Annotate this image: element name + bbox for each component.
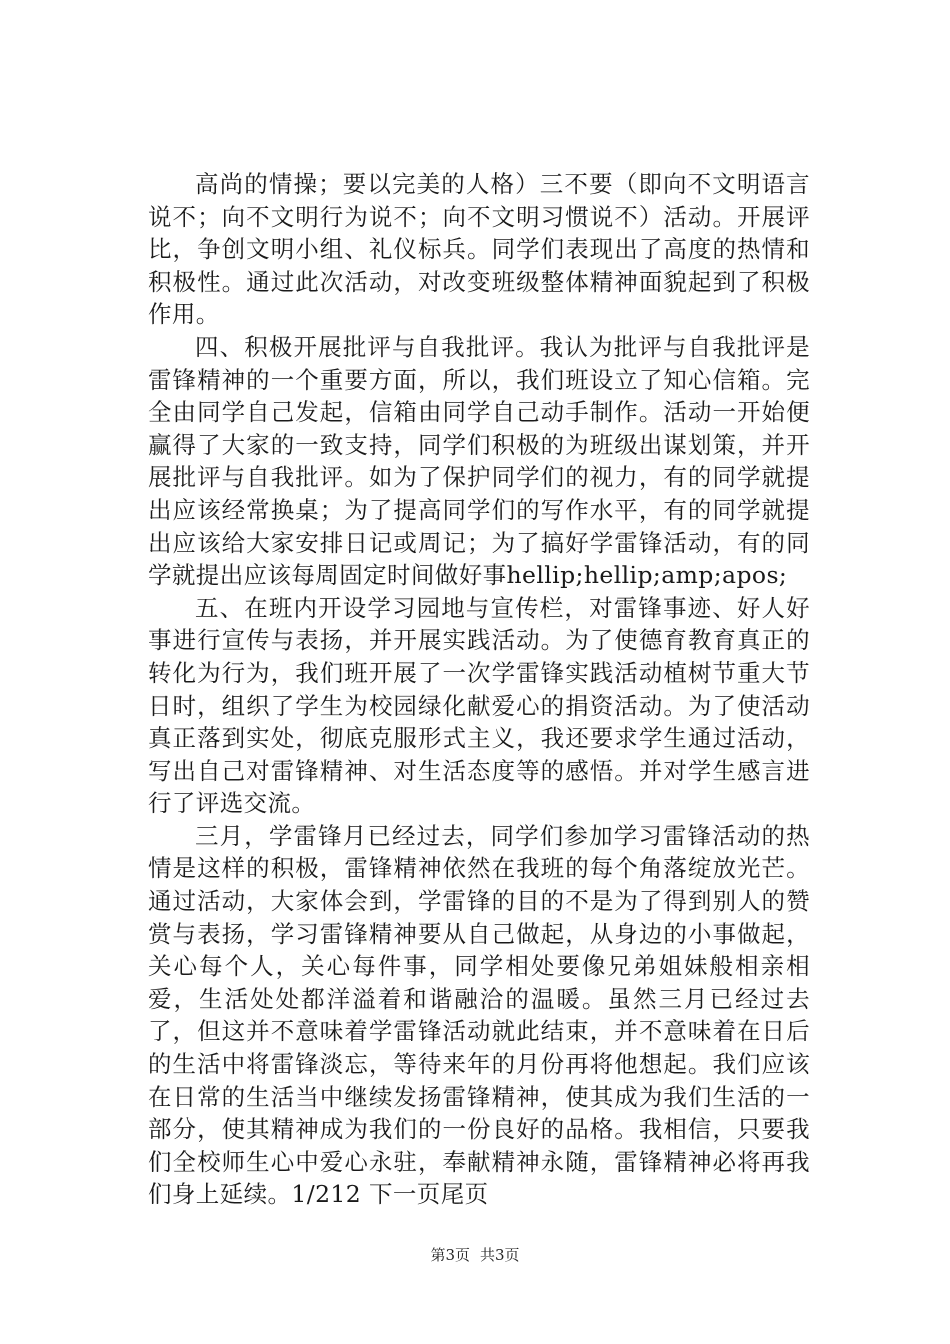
page-number: 第3页: [430, 1246, 470, 1264]
paragraph-intro: 高尚的情操；要以完美的人格）三不要（即向不文明语言说不；向不文明行为说不；向不文明习惯说不）活动。开展评比，争创文明小组、礼仪标兵。同学们表现出了高度的热情和积极性。通过此次活动，对改变班级整体精神面貌起到了积极作用。: [148, 170, 810, 329]
paragraph-march-summary: 三月，学雷锋月已经过去，同学们参加学习雷锋活动的热情是这样的积极，雷锋精神依然在我班的每个角落绽放光芒。通过活动，大家体会到，学雷锋的目的不是为了得到别人的赞赏与表扬，学习雷锋精神要从自己做起，从身边的小事做起，关心每个人，关心每件事，同学相处要像兄弟姐妹般相亲相爱，生活处处都洋溢着和谐融洽的温暖。虽然三月已经过去了，但这并不意味着学雷锋活动就此结束，并不意味着在日后的生活中将雷锋淡忘，等待来年的月份再将他想起。我们应该在日常的生活当中继续发扬雷锋精神，使其成为我们生活的一部分，使其精神成为我们的一份良好的品格。我相信，只要我们全校师生心中爱心永驻，奉献精神永随，雷锋精神必将再我们身上延续。1/212 下一页尾页: [148, 821, 810, 1209]
paragraph-study-garden: 五、在班内开设学习园地与宣传栏，对雷锋事迹、好人好事进行宣传与表扬，并开展实践活动。为了使德育教育真正的转化为行为，我们班开展了一次学雷锋实践活动植树节重大节日时，组织了学生为校园绿化献爱心的捐资活动。为了使活动真正落到实处，彻底克服形式主义，我还要求学生通过活动，写出自己对雷锋精神、对生活态度等的感悟。并对学生感言进行了评选交流。: [148, 593, 810, 818]
paragraph-criticism: 四、积极开展批评与自我批评。我认为批评与自我批评是雷锋精神的一个重要方面，所以，我们班设立了知心信箱。完全由同学自己发起，信箱由同学自己动手制作。活动一开始便赢得了大家的一致支持，同学们积极的为班级出谋划策，并开展批评与自我批评。如为了保护同学们的视力，有的同学就提出应该经常换桌；为了提高同学们的写作水平，有的同学就提出应该给大家安排日记或周记；为了搞好学雷锋活动，有的同学就提出应该每周固定时间做好事hellip;hellip;amp;apos;: [148, 332, 810, 590]
document-body: [148, 168, 810, 1211]
page-total: 共3页: [480, 1246, 520, 1264]
page-footer: [0, 1245, 950, 1265]
